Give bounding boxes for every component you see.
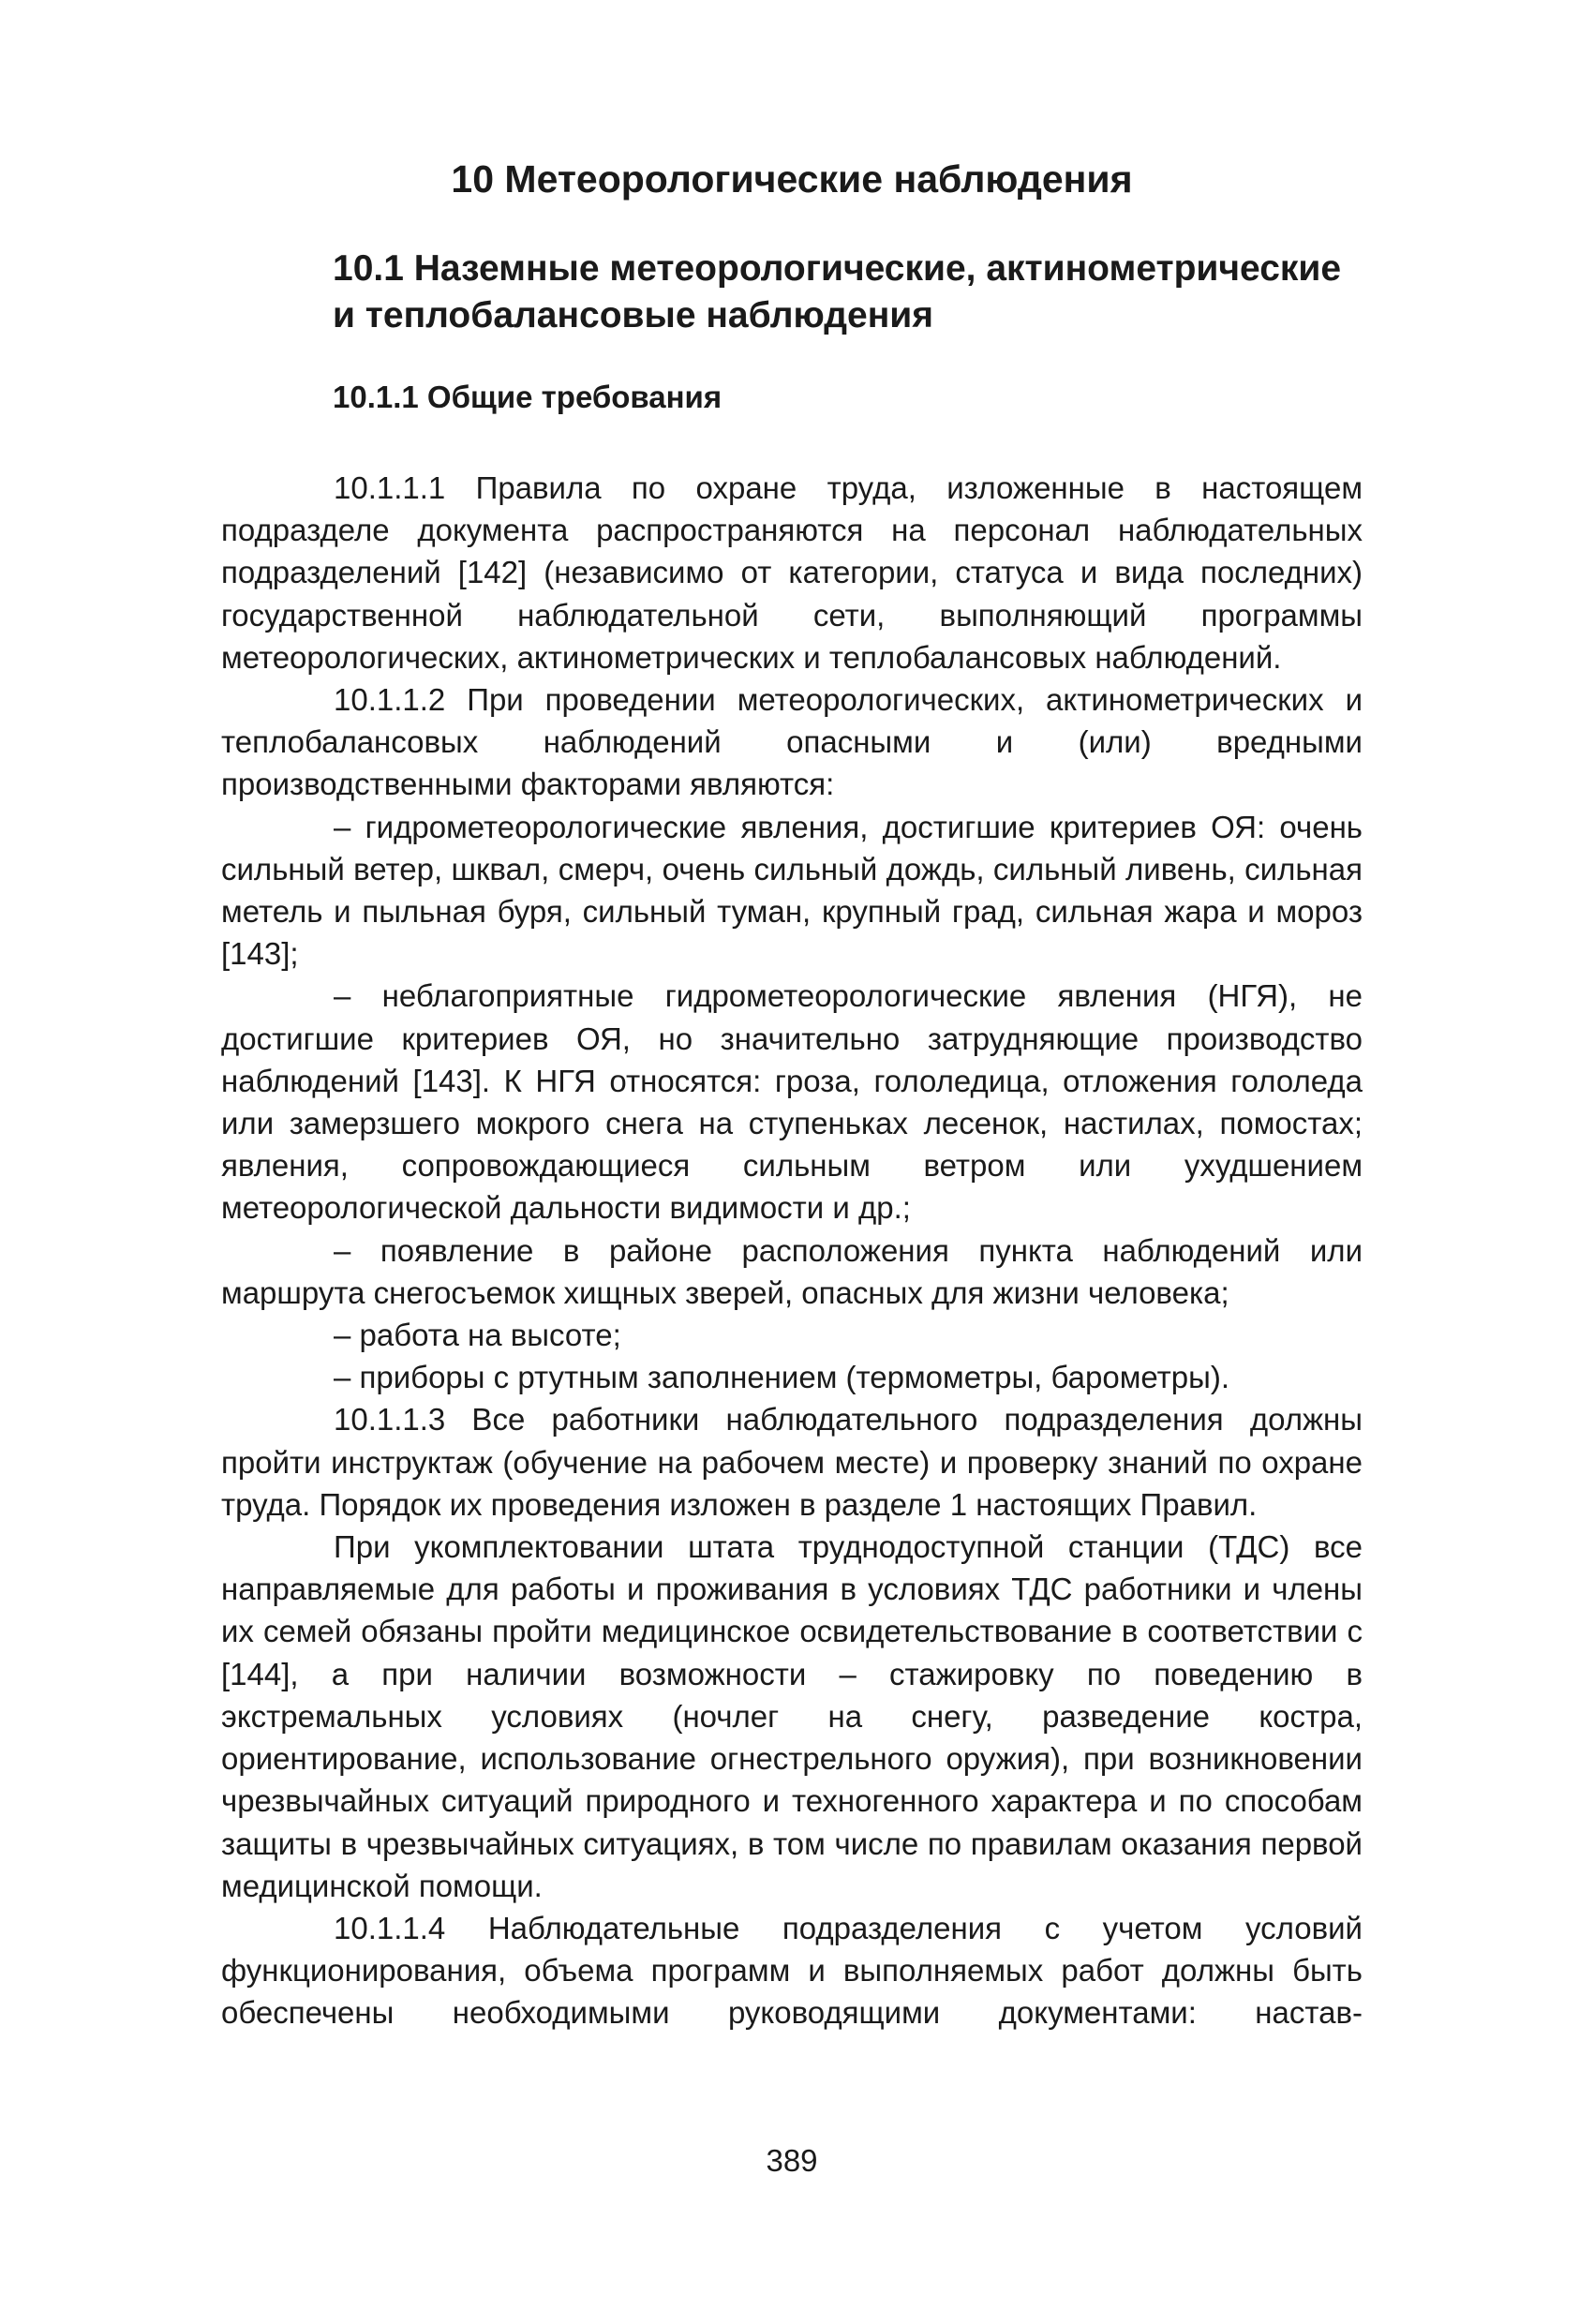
- list-item-adverse-phenomena: – неблагоприятные гидрометеорологические явления (НГЯ), не достигшие критериев ОЯ, но значительно затрудняющие производство наблюдений [143]. К НГЯ относятся: гроза, гололедица, отложения гололеда или замерзшего мокрого снега на ступеньках лесенок, настилах, помостах; явления, сопровождающиеся сильным ветром или ухудшением метеорологической дальности видимости и др.;: [221, 978, 1363, 1226]
- list-item-hazard-phenomena: – гидрометеорологические явления, достигшие критериев ОЯ: очень сильный ветер, шквал, смерч, очень сильный дождь, сильный ливень, сильная метель и пыльная буря, сильный туман, крупный град, сильная жара и мороз [143];: [221, 809, 1363, 972]
- paragraph-10-1-1-1: 10.1.1.1 Правила по охране труда, изложенные в настоящем подразделе документа распространяются на персонал наблюдательных подразделений [142] (независимо от категории, статуса и вида последних) государственной наблюдательной сети, выполняющий программы метеорологических, актинометрических и теплобалансовых наблюдений.: [221, 470, 1363, 675]
- section-title: 10.1 Наземные метеорологические, актинометрические и теплобалансовые наблюдения: [333, 248, 1342, 335]
- list-item-mercury-instruments: – приборы с ртутным заполнением (термометры, барометры).: [334, 1360, 1229, 1395]
- body-text: [221, 467, 1363, 2034]
- list-item-predators: – появление в районе расположения пункта наблюдений или маршрута снегосъемок хищных зверей, опасных для жизни человека;: [221, 1232, 1363, 1310]
- paragraph-10-1-1-2: 10.1.1.2 При проведении метеорологических, актинометрических и теплобалансовых наблюдений опасными и (или) вредными производственными факторами являются:: [221, 682, 1363, 802]
- page-number: 389: [766, 2143, 818, 2178]
- paragraph-staffing: При укомплектовании штата труднодоступной станции (ТДС) все направляемые для работы и проживания в условиях ТДС работники и члены их семей обязаны пройти медицинское освидетельствование в соответствии с [144], а при наличии возможности – стажировку по поведению в экстремальных условиях (ночлег на снегу, разведение костра, ориентирование, использование огнестрельного оружия), при возникновении чрезвычайных ситуаций природного и техногенного характера и по способам защиты в чрезвычайных ситуациях, в том числе по правилам оказания первой медицинской помощи.: [221, 1529, 1363, 1903]
- paragraph-10-1-1-4: 10.1.1.4 Наблюдательные подразделения с учетом условий функционирования, объема программ и выполняемых работ должны быть обеспечены необходимыми руководящими документами: настав-: [221, 1910, 1363, 2031]
- subsection-title: 10.1.1 Общие требования: [333, 380, 723, 414]
- chapter-title: 10 Метеорологические наблюдения: [451, 157, 1133, 201]
- list-item-height-work: – работа на высоте;: [334, 1318, 621, 1353]
- paragraph-10-1-1-3: 10.1.1.3 Все работники наблюдательного подразделения должны пройти инструктаж (обучение на рабочем месте) и проверку знаний по охране труда. Порядок их проведения изложен в разделе 1 настоящих Правил.: [221, 1402, 1363, 1522]
